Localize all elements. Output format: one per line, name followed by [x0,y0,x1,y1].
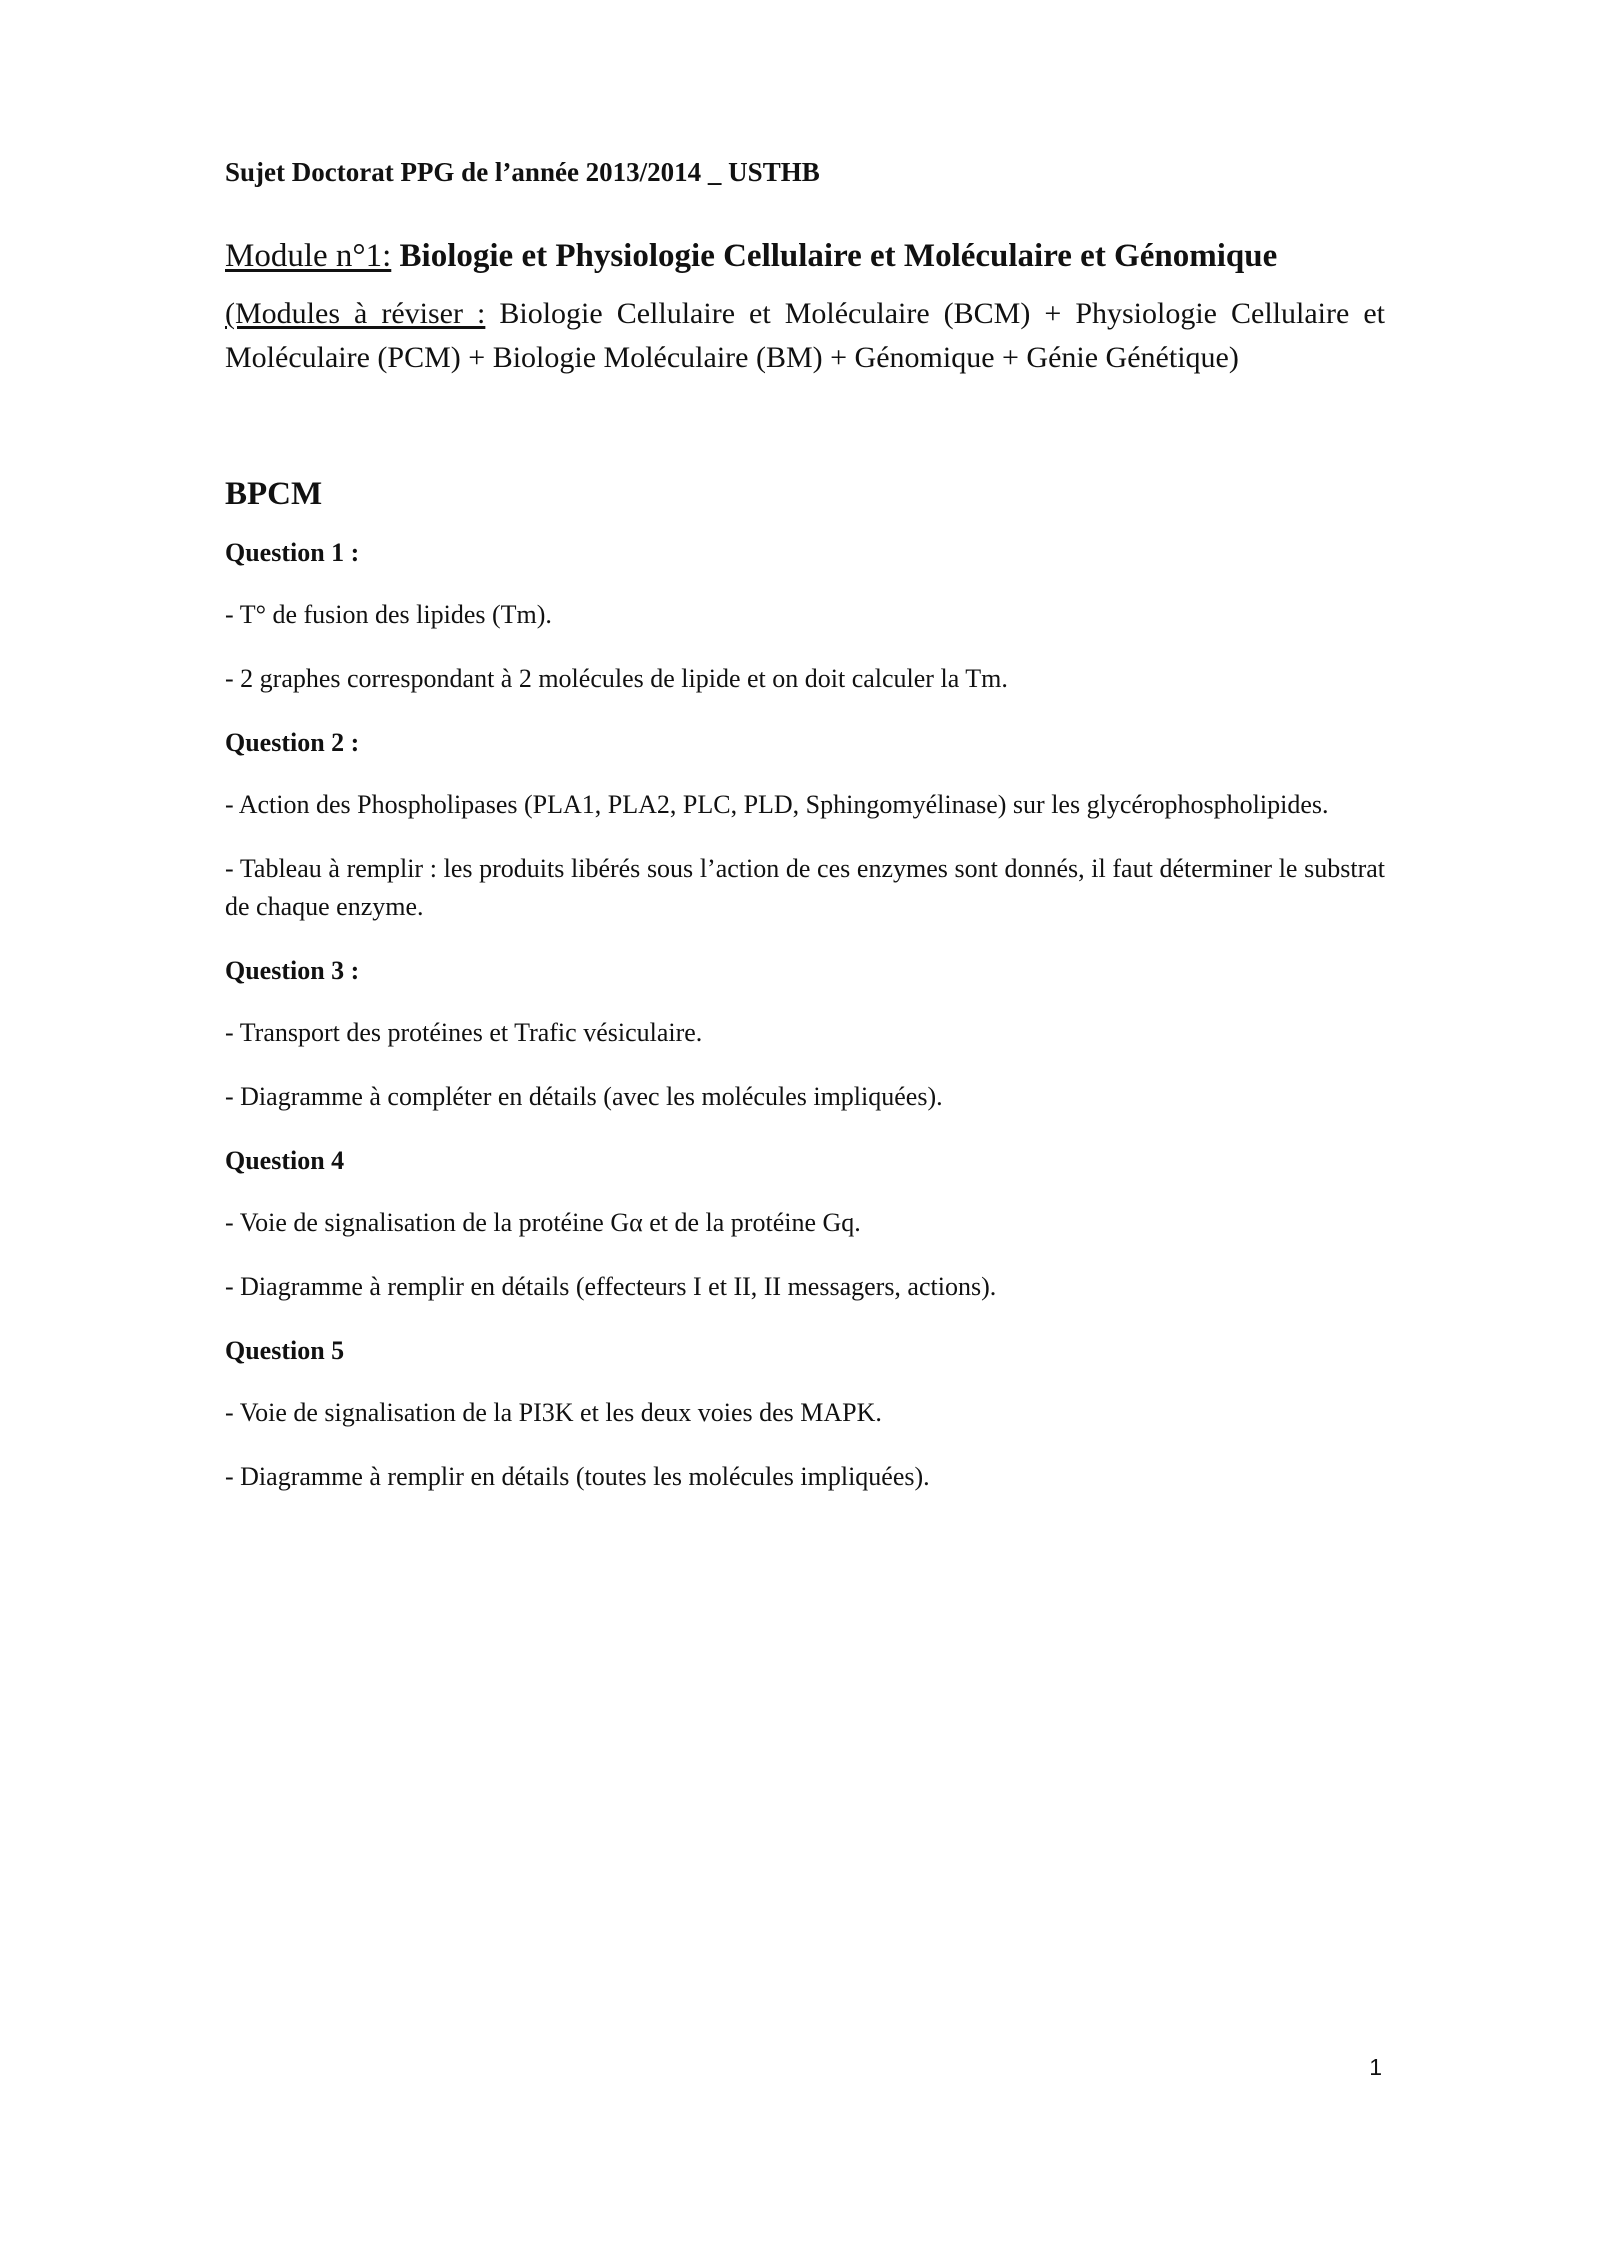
question-item: - 2 graphes correspondant à 2 molécules de lipide et on doit calculer la Tm. [225,664,1008,693]
module-heading [225,234,1385,278]
question-item: - Tableau à remplir : les produits libérés sous l’action de ces enzymes sont donnés, il faut déterminer le substrat de chaque enzyme. [225,854,1385,921]
question-title: Question 5 [225,1336,345,1365]
question-title: Question 3 : [225,956,360,985]
module-description [225,292,1385,380]
question-item: - Diagramme à compléter en détails (avec les molécules impliquées). [225,1082,943,1111]
question-block [225,534,1385,698]
module-number: Module n°1: [225,238,392,274]
document-title: Sujet Doctorat PPG de l’année 2013/2014 _ USTHB [225,157,820,187]
page-content [225,152,1385,1522]
question-title: Question 1 : [225,538,360,567]
page-number: 1 [1369,2054,1382,2080]
question-item: - Action des Phospholipases (PLA1, PLA2, PLC, PLD, Sphingomyélinase) sur les glycérophospholipides. [225,790,1329,819]
module-description-text: Biologie Cellulaire et Moléculaire (BCM) + Physiologie Cellulaire et Moléculaire (PCM) + Biologie Moléculaire (BM) + Génomique + Génie Génétique) [225,297,1385,374]
question-item: - T° de fusion des lipides (Tm). [225,600,552,629]
question-item: - Transport des protéines et Trafic vésiculaire. [225,1018,703,1047]
question-item: - Diagramme à remplir en détails (toutes les molécules impliquées). [225,1462,930,1491]
question-block [225,952,1385,1116]
module-description-prefix: (Modules à réviser : [225,297,486,330]
question-block [225,1142,1385,1306]
question-title: Question 2 : [225,728,360,757]
module-name: Biologie et Physiologie Cellulaire et Moléculaire et Génomique [391,238,1278,274]
section-heading: BPCM [225,476,323,512]
question-item: - Voie de signalisation de la PI3K et les deux voies des MAPK. [225,1398,882,1427]
question-block [225,1332,1385,1496]
question-item: - Diagramme à remplir en détails (effecteurs I et II, II messagers, actions). [225,1272,997,1301]
question-title: Question 4 [225,1146,345,1175]
question-item: - Voie de signalisation de la protéine Gα et de la protéine Gq. [225,1208,861,1237]
question-block [225,724,1385,926]
